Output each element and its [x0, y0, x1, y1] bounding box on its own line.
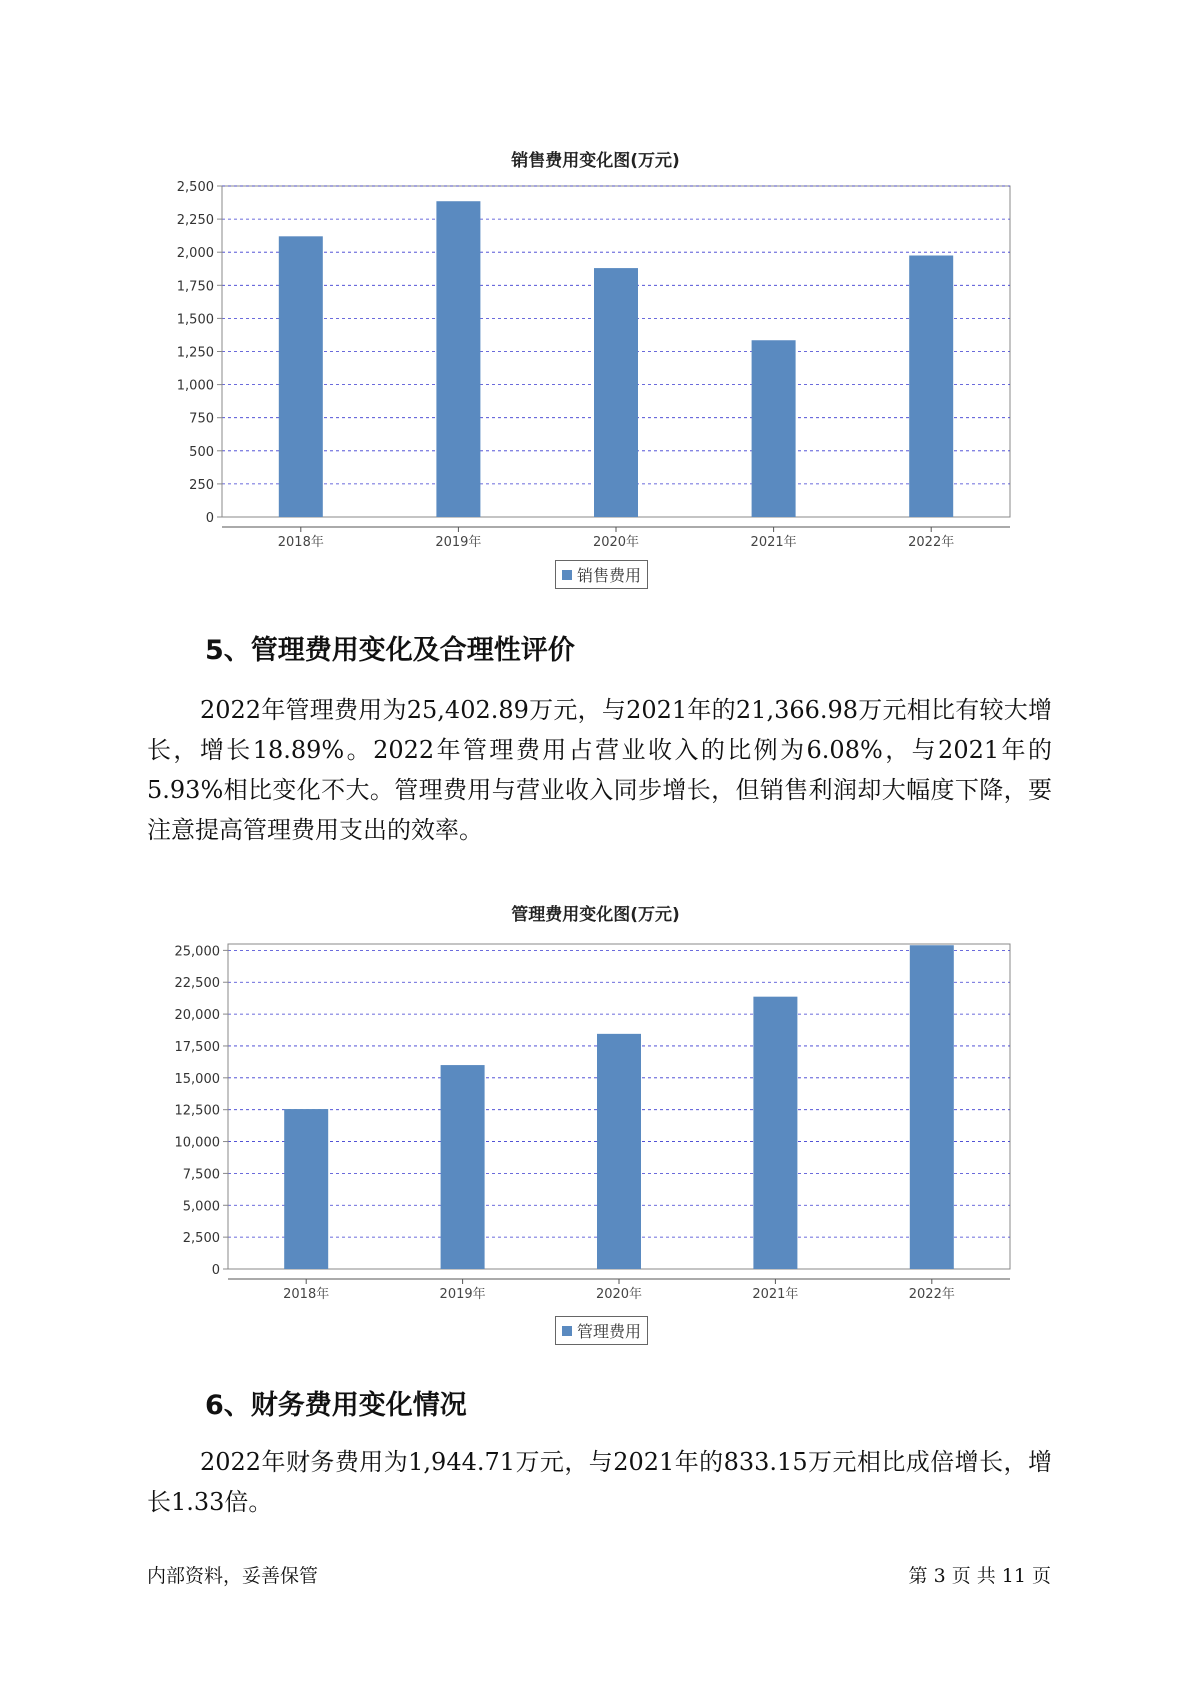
y-tick-label: 250	[189, 477, 214, 493]
y-tick-label: 2,250	[176, 213, 214, 229]
y-tick-label: 1,500	[176, 312, 214, 328]
bar	[910, 945, 954, 1269]
y-tick-label: 500	[189, 444, 214, 460]
sales-expense-chart-title: 销售费用变化图(万元)	[511, 151, 680, 171]
bar	[284, 1109, 328, 1269]
section-6-heading: 6、财务费用变化情况	[205, 1390, 467, 1421]
section-5-heading: 5、管理费用变化及合理性评价	[205, 635, 575, 666]
x-tick-label: 2018年	[277, 535, 324, 550]
y-tick-label: 1,750	[176, 279, 214, 295]
x-tick-label: 2020年	[595, 1287, 643, 1302]
admin-expense-chart-title: 管理费用变化图(万元)	[511, 905, 680, 925]
x-tick-label: 2019年	[435, 535, 482, 550]
y-tick-label: 2,500	[176, 180, 214, 195]
admin-expense-legend	[555, 1316, 648, 1345]
y-tick-label: 17,500	[174, 1039, 220, 1055]
bar	[597, 1034, 641, 1269]
y-tick-label: 5,000	[182, 1199, 220, 1215]
y-tick-label: 2,000	[176, 246, 214, 262]
y-tick-label: 12,500	[174, 1103, 220, 1119]
x-tick-label: 2022年	[908, 1287, 955, 1302]
bar	[441, 1065, 485, 1269]
legend-label: 销售费用	[577, 566, 642, 585]
y-tick-label: 750	[189, 411, 214, 427]
y-tick-label: 25,000	[174, 944, 220, 960]
y-tick-label: 20,000	[174, 1008, 220, 1024]
footer-confidential-note: 内部资料，妥善保管	[147, 1565, 319, 1587]
y-tick-label: 0	[211, 1263, 220, 1278]
legend-label: 管理费用	[577, 1322, 642, 1341]
footer-page-number: 第 3 页 共 11 页	[908, 1565, 1051, 1587]
x-tick-label: 2021年	[752, 1287, 799, 1302]
y-tick-label: 1,000	[176, 378, 214, 394]
y-tick-label: 0	[205, 511, 214, 526]
x-tick-label: 2022年	[908, 535, 955, 550]
y-tick-label: 22,500	[174, 976, 220, 992]
x-tick-label: 2018年	[283, 1287, 330, 1302]
x-tick-label: 2021年	[750, 535, 797, 550]
section-5-paragraph: 2022年管理费用为25,402.89万元，与2021年的21,366.98万元相比有较大增长，增长18.89%。2022年管理费用占营业收入的比例为6.08%，与2021年的5.93%相比变化不大。管理费用与营业收入同步增长，但销售利润却大幅度下降，要注意提高管理费用支出的效率。	[147, 696, 1052, 844]
x-tick-label: 2020年	[592, 535, 640, 550]
bar	[753, 997, 797, 1269]
section-6-paragraph: 2022年财务费用为1,944.71万元，与2021年的833.15万元相比成倍增长，增长1.33倍。	[147, 1448, 1052, 1516]
y-tick-label: 10,000	[174, 1135, 220, 1151]
y-tick-label: 1,250	[176, 345, 214, 361]
legend-swatch	[562, 1326, 572, 1336]
y-tick-label: 7,500	[182, 1167, 220, 1183]
y-tick-label: 15,000	[174, 1071, 220, 1087]
y-tick-label: 2,500	[182, 1231, 220, 1247]
x-tick-label: 2019年	[439, 1287, 486, 1302]
